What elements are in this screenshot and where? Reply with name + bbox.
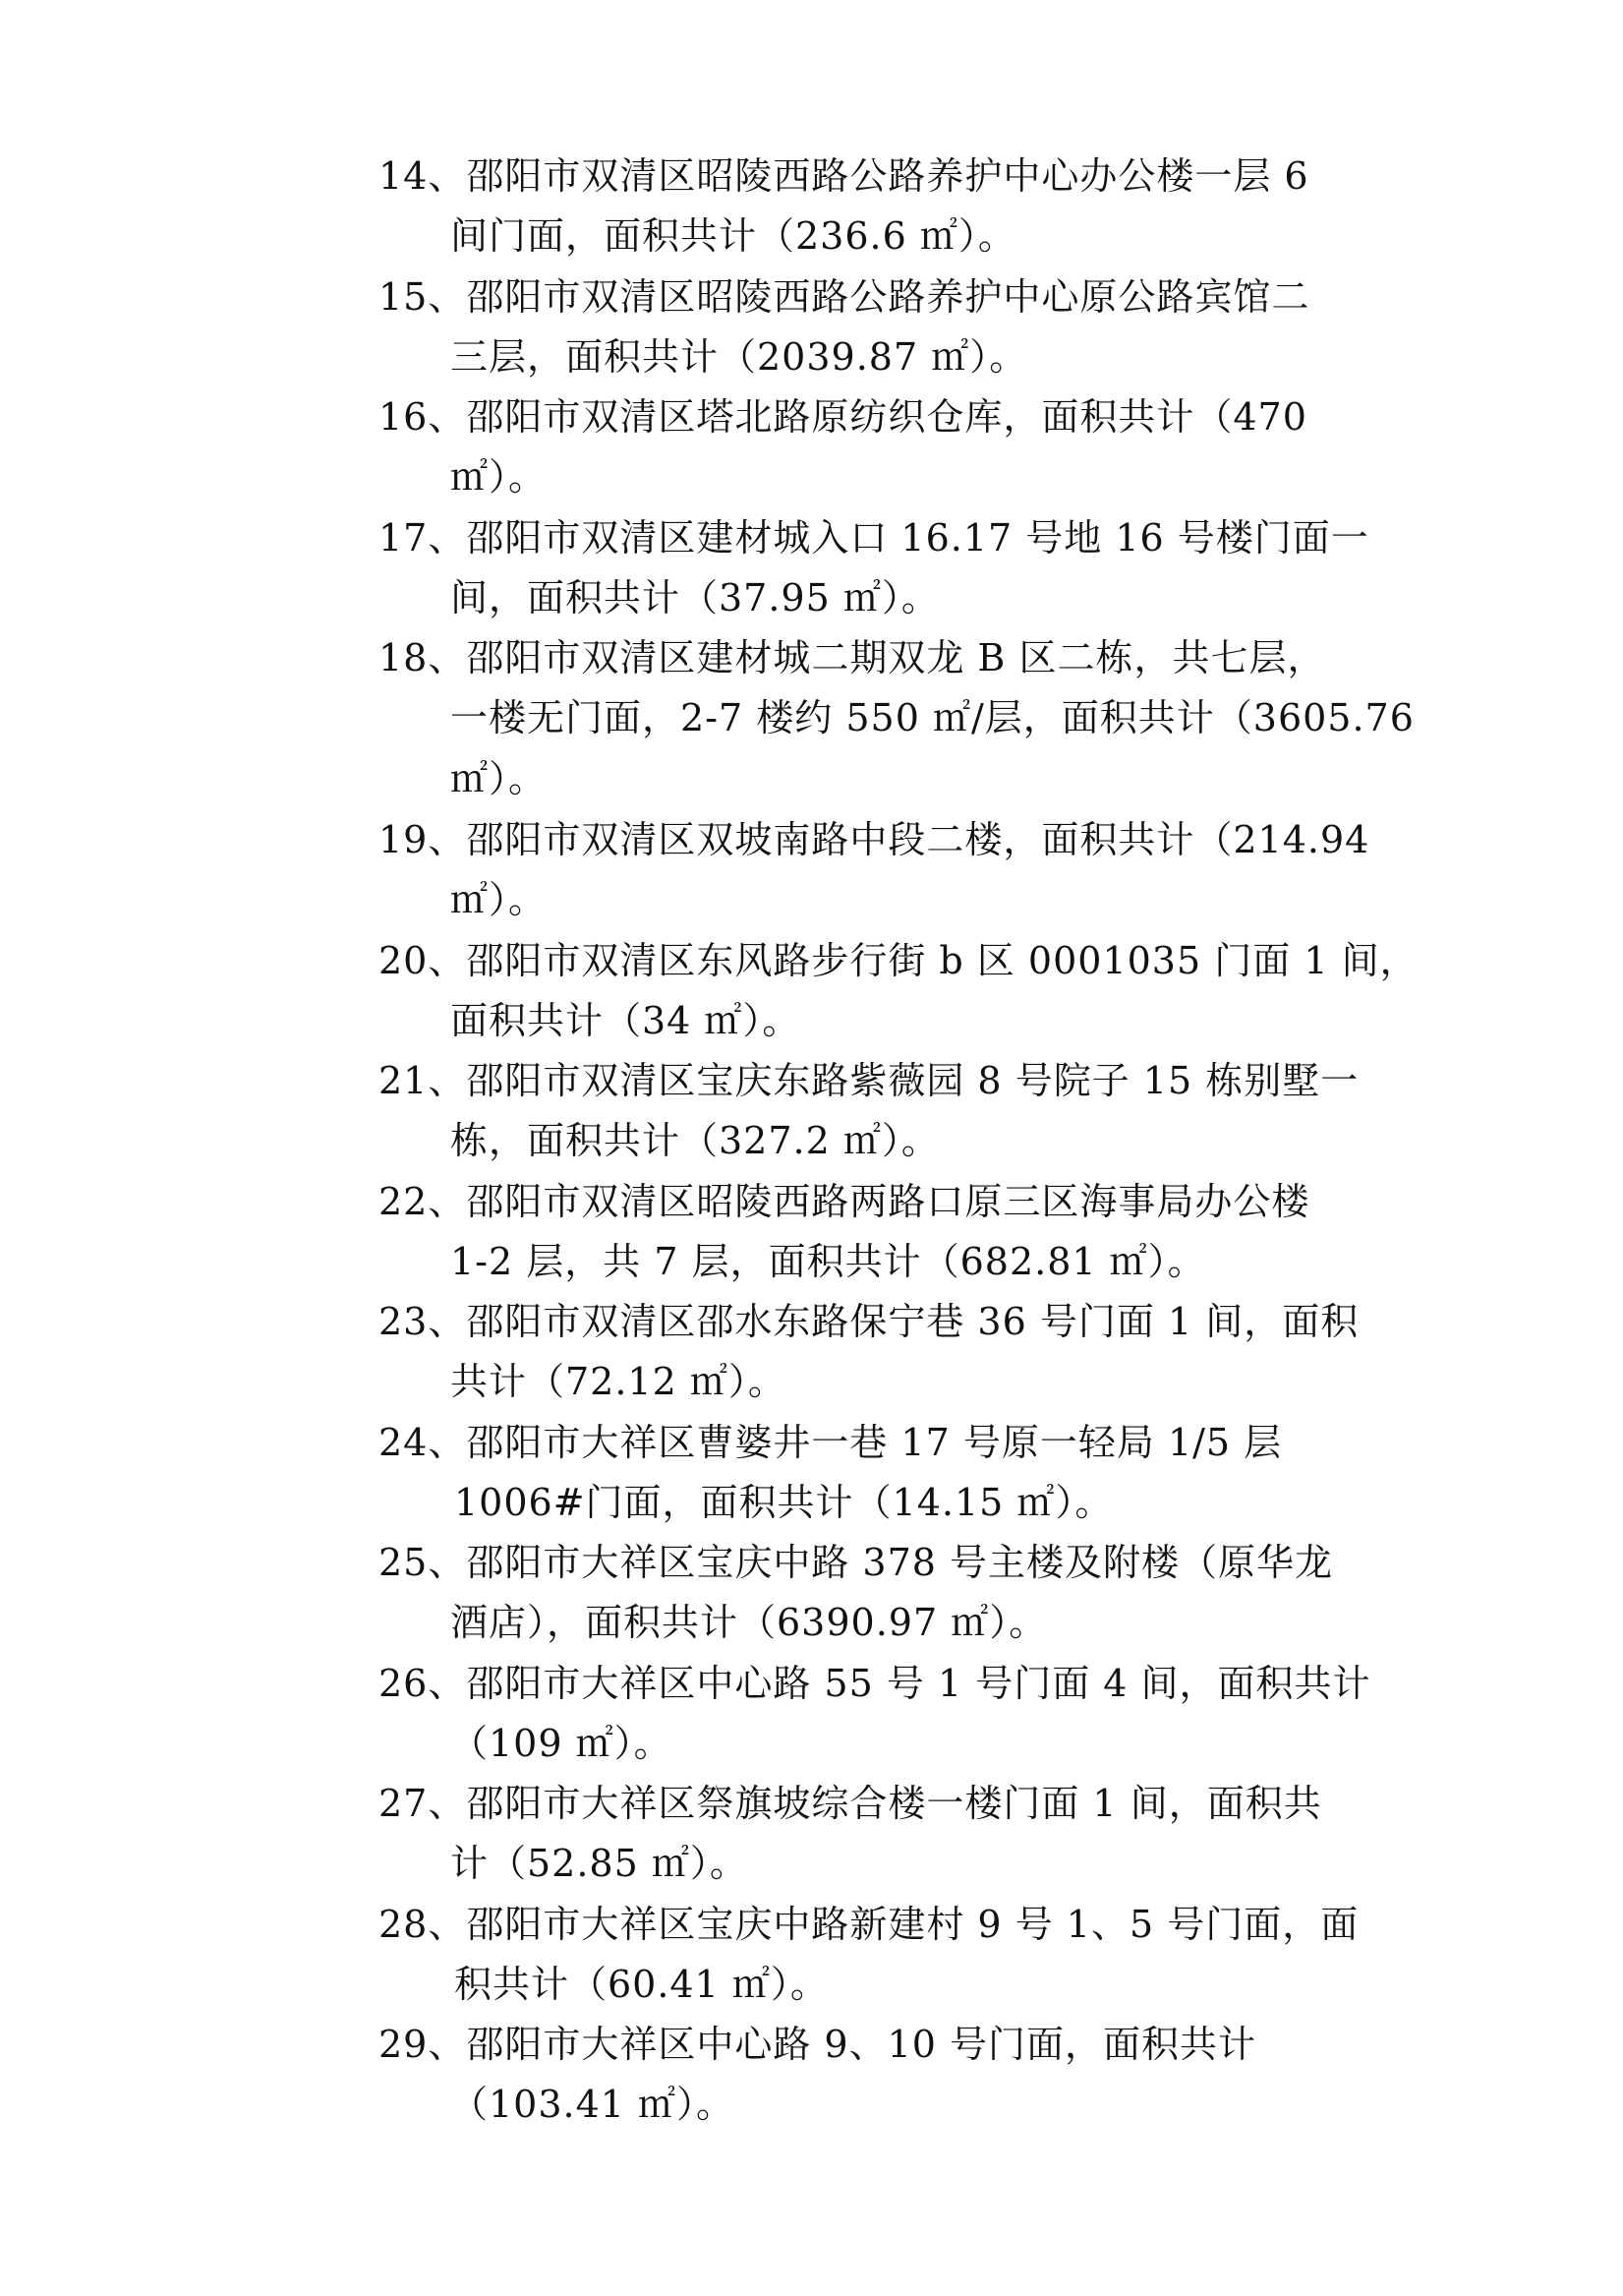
list-item-line: 面积共计（34 ㎡）。 — [450, 999, 801, 1042]
list-item-line: 共计（72.12 ㎡）。 — [450, 1360, 786, 1403]
list-item-line: 23、邵阳市双清区邵水东路保宁巷 36 号门面 1 间，面积 — [378, 1300, 1360, 1343]
list-item-line: 18、邵阳市双清区建材城二期双龙 B 区二栋，共七层， — [378, 636, 1326, 679]
list-item-line: 1-2 层，共 7 层，面积共计（682.81 ㎡）。 — [450, 1240, 1206, 1283]
list-item-line: 间门面，面积共计（236.6 ㎡）。 — [450, 214, 1016, 258]
list-item-line: ㎡）。 — [450, 878, 548, 921]
list-item-line: 28、邵阳市大祥区宝庆中路新建村 9 号 1、5 号门面，面 — [378, 1903, 1360, 1946]
list-item-line: 酒店），面积共计（6390.97 ㎡）。 — [450, 1601, 1048, 1644]
list-item-line: 24、邵阳市大祥区曹婆井一巷 17 号原一轻局 1/5 层 — [378, 1421, 1283, 1464]
list-item-line: 15、邵阳市双清区昭陵西路公路养护中心原公路宾馆二 — [378, 275, 1310, 319]
list-item-line: （109 ㎡）。 — [450, 1722, 672, 1765]
list-item-line: 1006#门面，面积共计（14.15 ㎡）。 — [454, 1481, 1114, 1524]
list-item-line: 三层，面积共计（2039.87 ㎡）。 — [450, 335, 1028, 379]
list-item-line: 25、邵阳市大祥区宝庆中路 378 号主楼及附楼（原华龙 — [378, 1541, 1334, 1584]
list-item-line: 19、邵阳市双清区双坡南路中段二楼，面积共计（214.94 — [378, 818, 1370, 861]
list-item-line: 26、邵阳市大祥区中心路 55 号 1 号门面 4 间，面积共计 — [378, 1662, 1371, 1705]
list-item-line: 14、邵阳市双清区昭陵西路公路养护中心办公楼一层 6 — [378, 154, 1309, 198]
list-item-line: 21、邵阳市双清区宝庆东路紫薇园 8 号院子 15 栋别墅一 — [378, 1059, 1360, 1102]
list-item-line: 22、邵阳市双清区昭陵西路两路口原三区海事局办公楼 — [378, 1180, 1310, 1223]
list-item-line: 积共计（60.41 ㎡）。 — [454, 1963, 829, 2006]
list-item-line: 17、邵阳市双清区建材城入口 16.17 号地 16 号楼门面一 — [378, 516, 1369, 559]
list-item-line: ㎡）。 — [450, 757, 548, 800]
list-item-line: 29、邵阳市大祥区中心路 9、10 号门面，面积共计 — [378, 2023, 1257, 2066]
list-item-line: 栋，面积共计（327.2 ㎡）。 — [450, 1119, 940, 1162]
list-item-line: 20、邵阳市双清区东风路步行街 b 区 0001035 门面 1 间， — [378, 939, 1419, 982]
list-item-line: （103.41 ㎡）。 — [450, 2083, 735, 2126]
list-item-line: 27、邵阳市大祥区祭旗坡综合楼一楼门面 1 间，面积共 — [378, 1782, 1322, 1825]
list-item-line: 一楼无门面，2-7 楼约 550 ㎡/层，面积共计（3605.76 — [450, 696, 1415, 739]
list-item-line: 16、邵阳市双清区塔北路原纺织仓库，面积共计（470 — [378, 395, 1307, 439]
list-item-line: 间，面积共计（37.95 ㎡）。 — [450, 576, 940, 619]
list-item-line: 计（52.85 ㎡）。 — [450, 1842, 748, 1885]
list-item-line: ㎡）。 — [450, 455, 548, 499]
